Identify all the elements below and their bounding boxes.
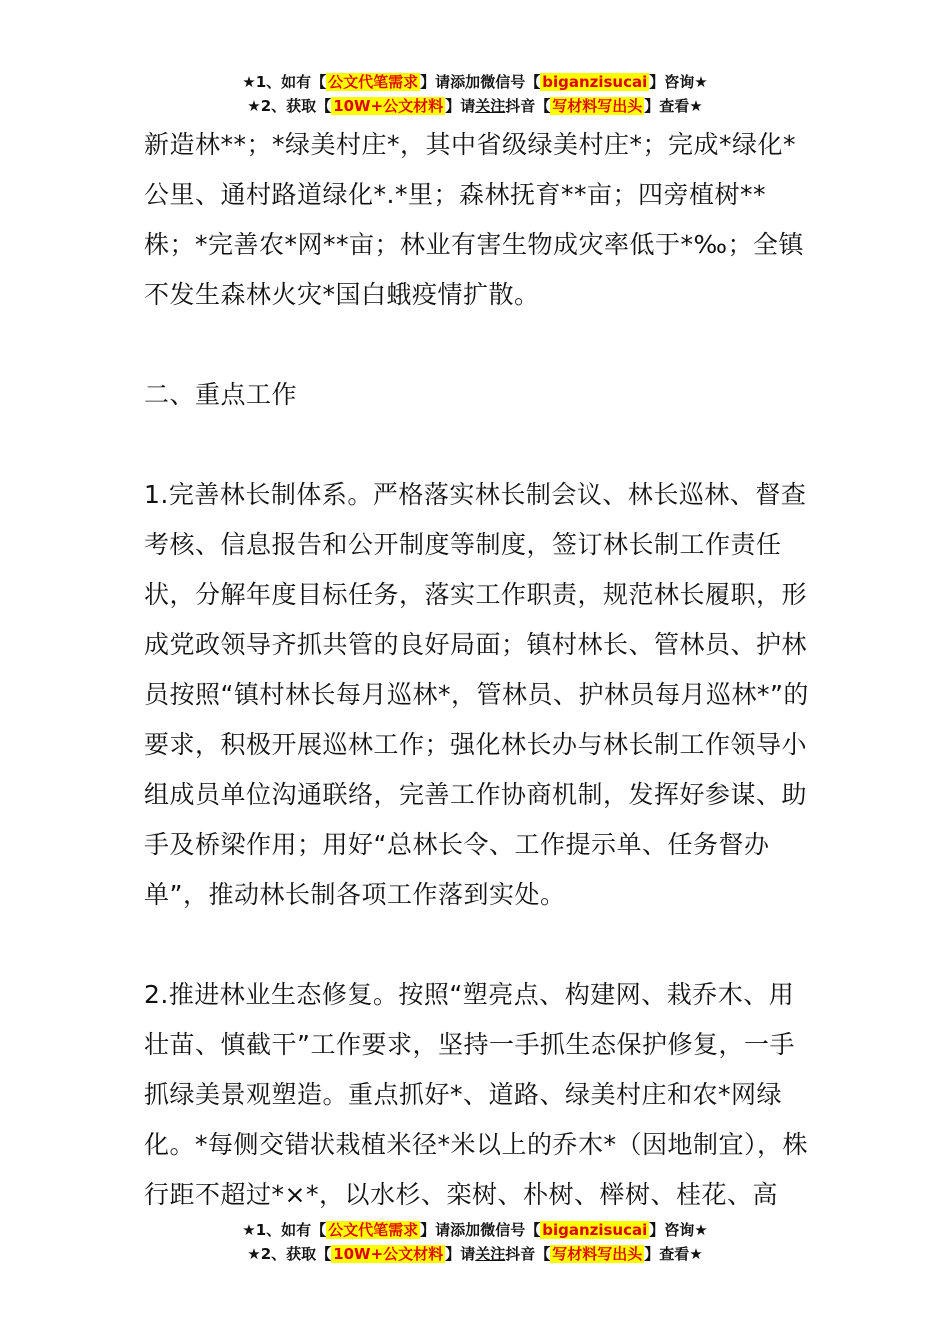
paragraph-targets: 新造林**；*绿美村庄*，其中省级绿美村庄*；完成*绿化*公里、通村路道绿化*.*里；森林抚育**亩；四旁植树**株；*完善农*网**亩；林业有害生物成灾率低于*‰；全镇不发生森林火灾*国白蛾疫情扩散。 [144, 130, 805, 309]
banner-line-1 [0, 1218, 950, 1242]
banner-text: 抖音【 [505, 1245, 551, 1263]
banner-text: 】请 [445, 97, 476, 115]
banner-text: 】查看★ [644, 97, 703, 115]
banner-text: 】咨询★ [649, 1221, 708, 1239]
banner-text: 微信号【 [480, 1221, 541, 1239]
banner-text: 抖音【 [505, 97, 551, 115]
banner-text: 】查看★ [644, 1245, 703, 1263]
banner-highlight: 10W+公文材料 [333, 97, 444, 115]
banner-highlight: 写材料写出头 [552, 97, 643, 115]
banner-highlight: biganzisucai [542, 73, 648, 91]
banner-text: ★1、如有【 [242, 1221, 327, 1239]
paragraph-forest-chief: 1.完善林长制体系。严格落实林长制会议、林长巡林、督查考核、信息报告和公开制度等制度，签订林长制工作责任状，分解年度目标任务，落实工作职责，规范林长履职，形成党政领导齐抓共管的良好局面；镇村林长、管林员、护林员按照“镇村林长每月巡林*，管林员、护林员每月巡林*”的要求，积极开展巡林工作；强化林长办与林长制工作领导小组成员单位沟通联络，完善工作协商机制，发挥好参谋、助手及桥梁作用；用好“总林长令、工作提示单、任务督办单”，推动林长制各项工作落到实处。 [144, 480, 809, 909]
banner-line-2 [0, 94, 950, 118]
banner-text: 】咨询★ [649, 73, 708, 91]
banner-highlight: 写材料写出头 [552, 1245, 643, 1263]
banner-text: 微信号【 [480, 73, 541, 91]
paragraph-ecological-restoration: 2.推进林业生态修复。按照“塑亮点、构建网、栽乔木、用壮苗、慎截干”工作要求，坚持一手抓生态保护修复，一手抓绿美景观塑造。重点抓好*、道路、绿美村庄和农*网绿化。*每侧交错状栽植米径*米以上的乔木*（因地制宜），株行距不超过*×*，以水杉、栾树、朴树、榉树、桂花、高 [144, 980, 809, 1209]
bottom-banner [0, 1218, 950, 1266]
banner-line-2 [0, 1242, 950, 1266]
banner-text: 】请添加 [420, 1221, 481, 1239]
document-body [144, 120, 814, 1220]
banner-highlight: 公文代笔需求 [328, 1221, 419, 1239]
top-banner [0, 70, 950, 118]
banner-text: ★2、获取【 [247, 1245, 332, 1263]
banner-line-1 [0, 70, 950, 94]
banner-highlight: 公文代笔需求 [328, 73, 419, 91]
banner-text: 】请添加 [420, 73, 481, 91]
banner-highlight: 10W+公文材料 [333, 1245, 444, 1263]
banner-underlined: 关注 [475, 97, 506, 115]
banner-text: ★2、获取【 [247, 97, 332, 115]
banner-text: 】请 [445, 1245, 476, 1263]
banner-underlined: 关注 [475, 1245, 506, 1263]
section-heading: 二、重点工作 [144, 380, 298, 409]
banner-text: ★1、如有【 [242, 73, 327, 91]
banner-highlight: biganzisucai [542, 1221, 648, 1239]
